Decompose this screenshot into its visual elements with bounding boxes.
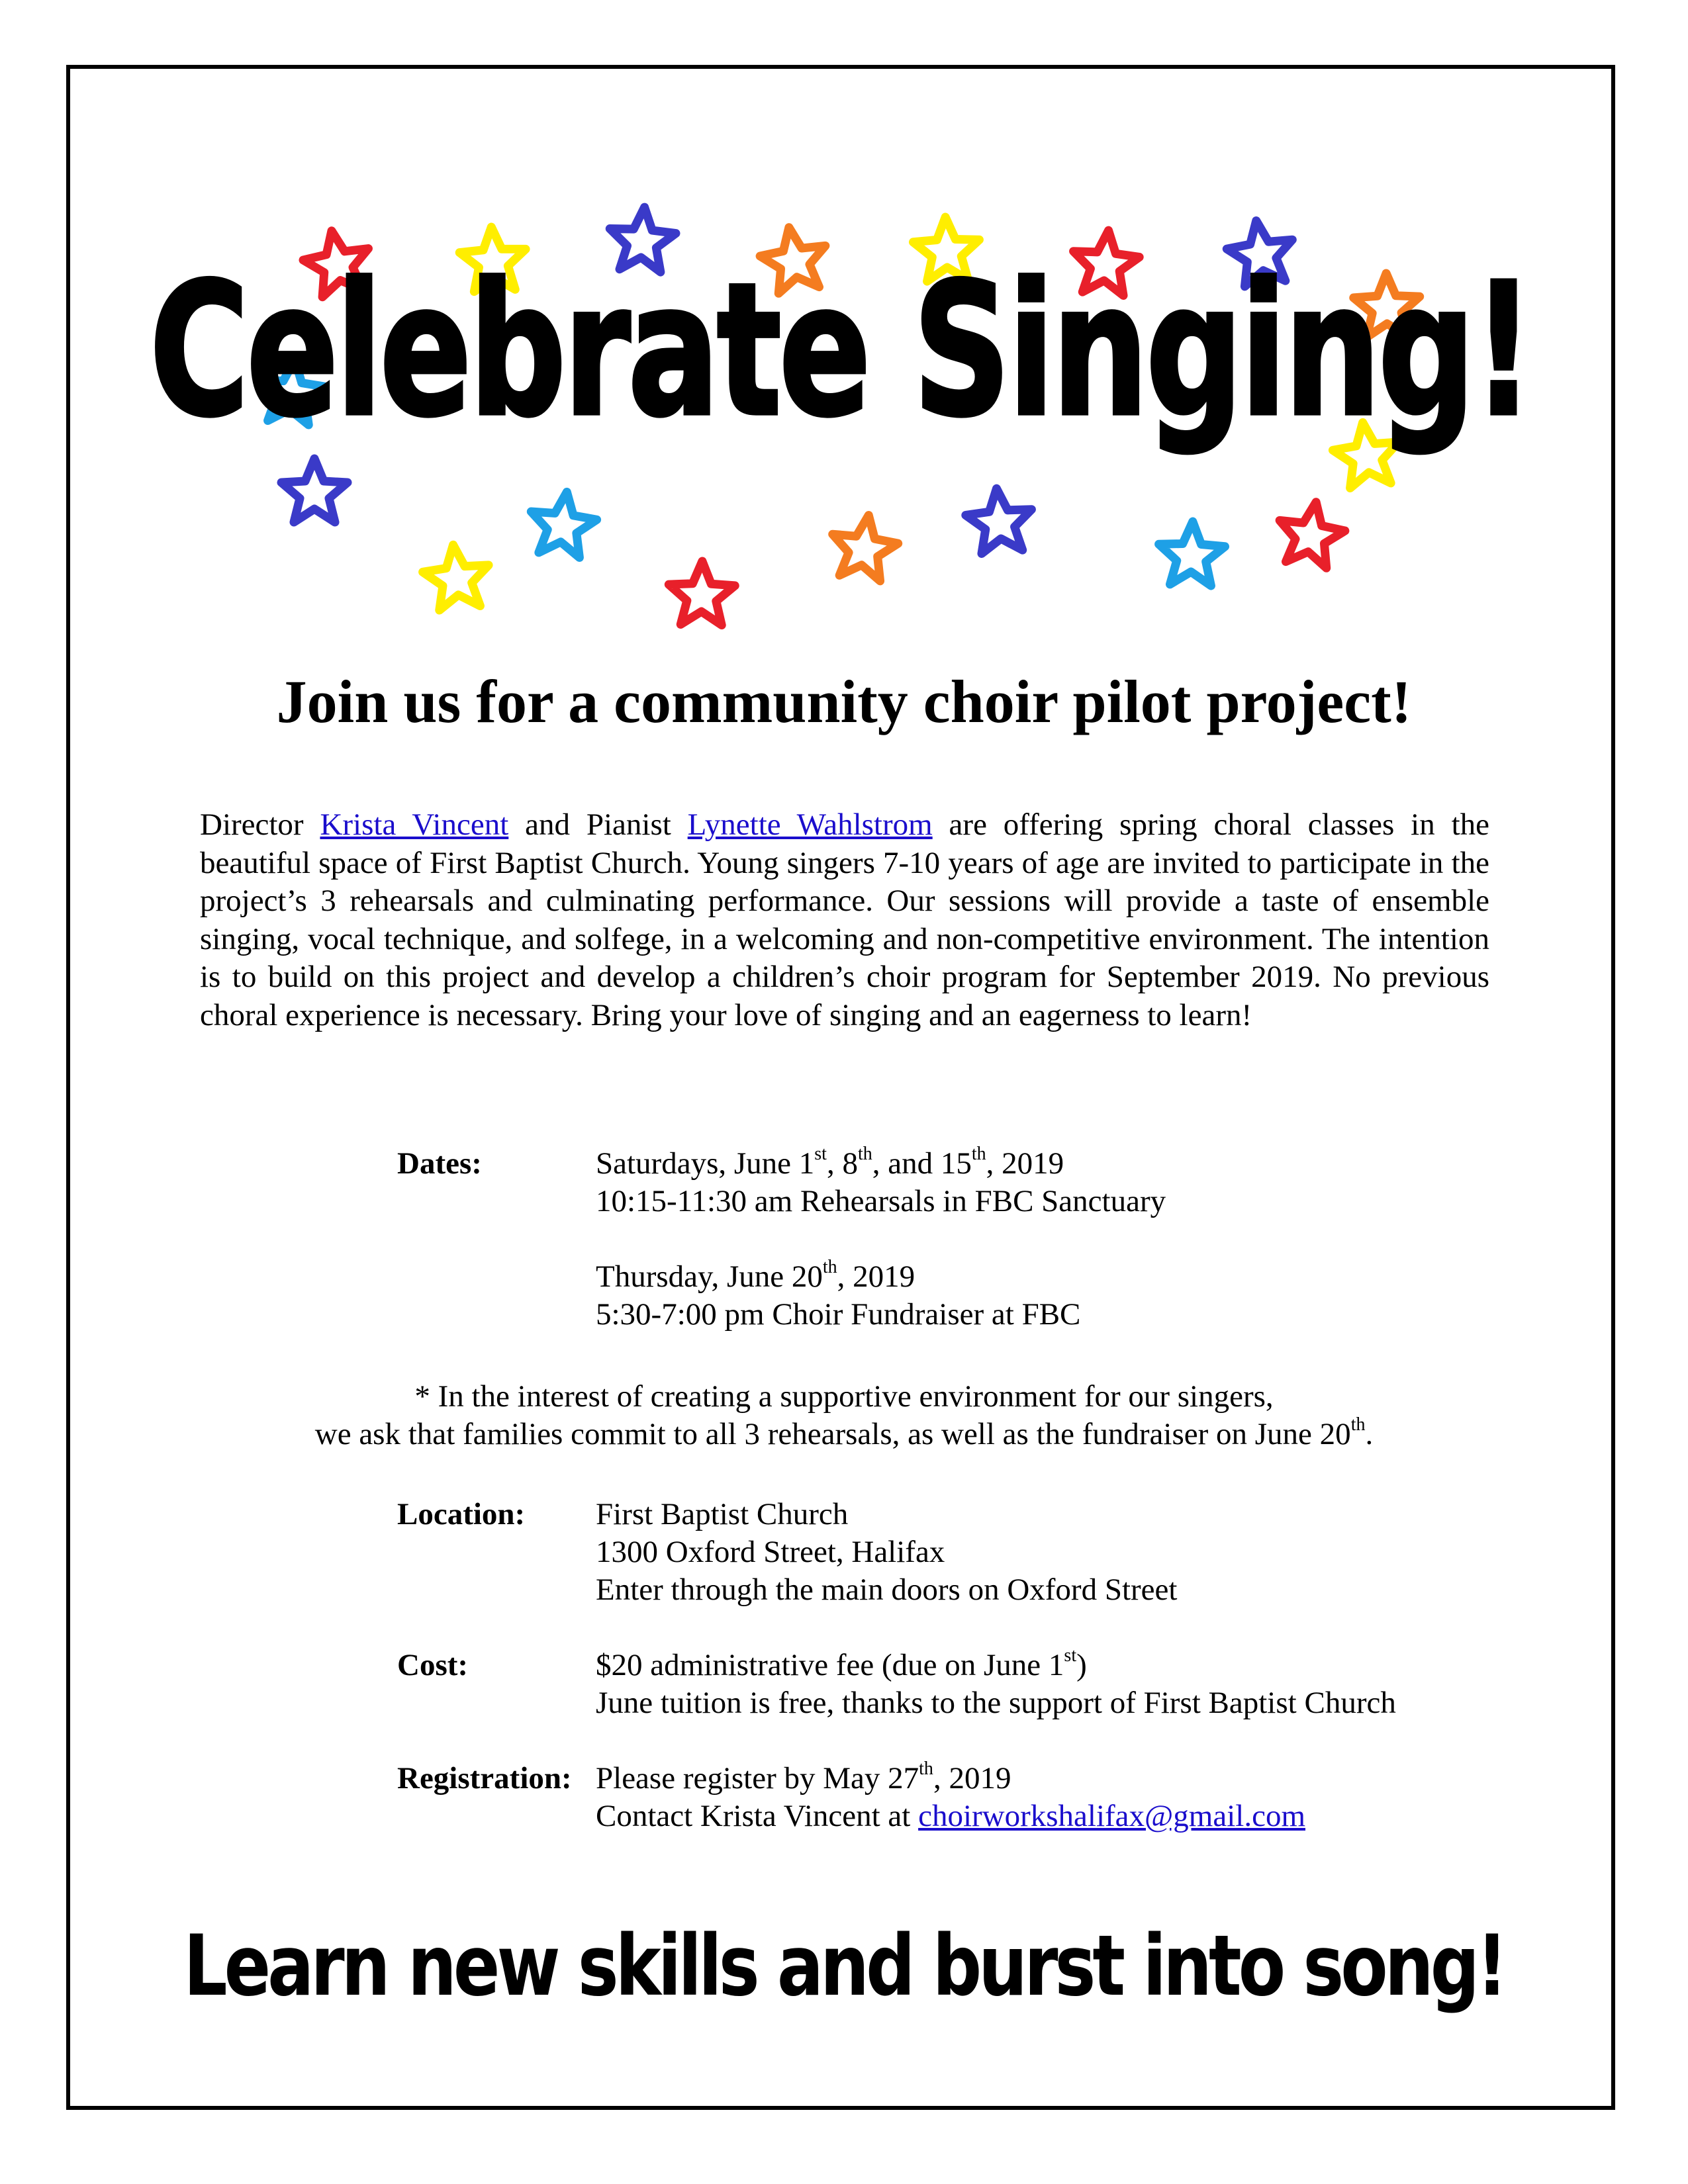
red-star-icon xyxy=(668,561,735,625)
intro-text-1: Director xyxy=(200,807,320,842)
banner-title: Celebrate Singing! xyxy=(149,244,1532,457)
fundraiser-time: 5:30-7:00 pm Choir Fundraiser at FBC xyxy=(596,1297,1081,1332)
cyan-star-icon xyxy=(1157,520,1225,586)
intro-text-3: are offering spring choral classes in the beautiful space of First Baptist Church. Young singers 7-10 years of age are invited to participate in the project’s 3 rehearsals and culminating performance. Our sessions will provide a taste of ensemble singing, vocal technique, and solfege, in a welcoming and non-competitive environment. The intention is to build on this project and develop a children’s choir program for September 2019. No previous choral experience is necessary. Bring your love of singing and an eagerness to learn! xyxy=(200,807,1489,1032)
blue-star-icon xyxy=(281,459,348,522)
red-star-icon xyxy=(1274,497,1349,570)
rehearsal-dates: Saturdays, June 1st, 8th, and 15th, 2019 xyxy=(596,1144,1064,1181)
cost-row xyxy=(397,1647,1523,1722)
director-link[interactable]: Krista Vincent xyxy=(320,807,509,842)
blue-star-icon xyxy=(964,486,1035,555)
registration-row xyxy=(397,1760,1523,1835)
info-section xyxy=(397,1496,1523,1835)
registration-label: Registration: xyxy=(397,1761,572,1796)
cost-fee: $20 administrative fee (due on June 1st) xyxy=(596,1645,1087,1682)
fundraiser-date: Thursday, June 20th, 2019 xyxy=(596,1257,915,1294)
registration-contact: Contact Krista Vincent at choirworkshalifax@gmail.com xyxy=(596,1799,1306,1833)
cost-tuition: June tuition is free, thanks to the support of First Baptist Church xyxy=(596,1686,1396,1720)
commitment-notice xyxy=(0,1378,1688,1453)
contact-email-link[interactable]: choirworkshalifax@gmail.com xyxy=(918,1799,1306,1833)
dates-section xyxy=(397,1145,1523,1334)
location-label: Location: xyxy=(397,1497,526,1531)
footer-slogan: Learn new skills and burst into song! xyxy=(183,1916,1505,2015)
cyan-star-icon xyxy=(526,488,600,559)
location-row xyxy=(397,1496,1523,1609)
orange-star-icon xyxy=(827,511,901,583)
location-entry: Enter through the main doors on Oxford Street xyxy=(596,1572,1178,1607)
intro-text-2: and Pianist xyxy=(508,807,688,842)
location-address: 1300 Oxford Street, Halifax xyxy=(596,1535,945,1569)
location-name: First Baptist Church xyxy=(596,1497,849,1531)
registration-deadline: Please register by May 27th, 2019 xyxy=(596,1758,1011,1796)
yellow-star-icon xyxy=(420,541,492,612)
pianist-link[interactable]: Lynette Wahlstrom xyxy=(687,807,933,842)
page-headline: Join us for a community choir pilot project! xyxy=(276,668,1412,735)
notice-line-2: we ask that families commit to all 3 rehearsals, as well as the fundraiser on June 20th. xyxy=(314,1414,1374,1451)
notice-line-1: * In the interest of creating a supportive environment for our singers, xyxy=(414,1379,1274,1414)
stars-banner-graphic xyxy=(149,192,1532,622)
celebrate-singing-banner xyxy=(149,192,1532,622)
intro-paragraph xyxy=(200,806,1489,1034)
rehearsal-time: 10:15-11:30 am Rehearsals in FBC Sanctuary xyxy=(596,1184,1166,1218)
cost-label: Cost: xyxy=(397,1648,469,1682)
dates-label: Dates: xyxy=(397,1146,482,1181)
